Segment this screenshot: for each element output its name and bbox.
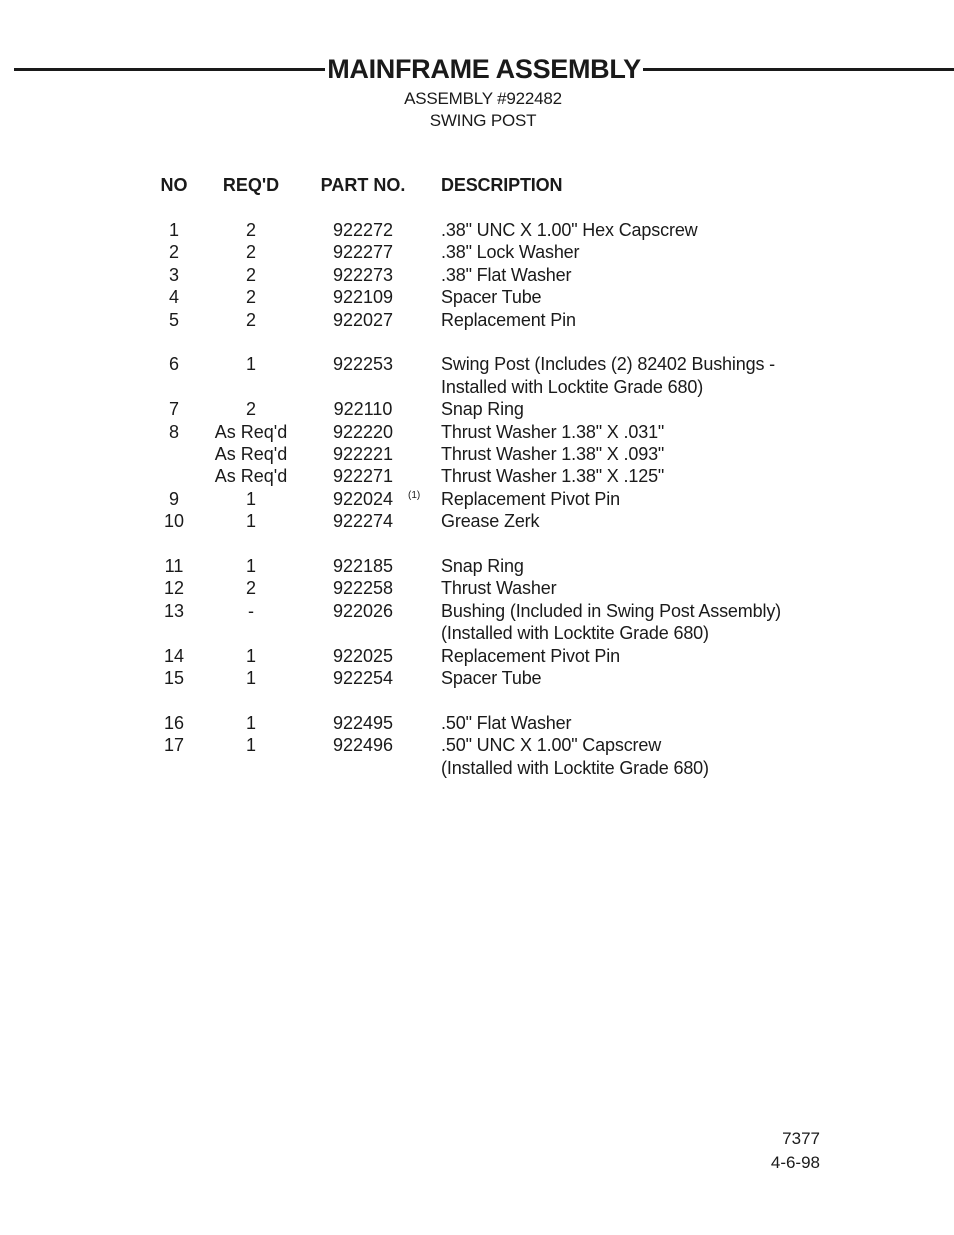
- part-number-index: 5: [168, 309, 179, 330]
- quantity-required: 2: [245, 287, 256, 308]
- part-number: 922110: [333, 399, 393, 420]
- quantity-required: As Req'd: [214, 421, 288, 442]
- part-description: Bushing (Included in Swing Post Assembly): [441, 600, 782, 621]
- part-number: 922274: [332, 511, 394, 532]
- part-description: Thrust Washer 1.38" X .093": [441, 444, 665, 464]
- table-row: [0, 421, 954, 443]
- quantity-required: 2: [245, 399, 256, 420]
- part-description: Snap Ring: [441, 556, 524, 576]
- part-description: Thrust Washer: [441, 578, 557, 599]
- part-description: Thrust Washer 1.38" X .125": [441, 466, 665, 487]
- part-number-index: 12: [163, 578, 185, 599]
- part-number: 922277: [332, 242, 394, 263]
- quantity-required: 1: [245, 354, 256, 375]
- part-number: 922109: [332, 287, 394, 308]
- table-row: [0, 667, 954, 689]
- quantity-required: As Req'd: [214, 444, 288, 464]
- table-row: [0, 264, 954, 286]
- part-description: .50" UNC X 1.00" Capscrew: [441, 735, 662, 756]
- quantity-required: 2: [245, 242, 256, 263]
- part-number: 922254: [332, 668, 394, 688]
- part-number: 922027: [332, 309, 394, 330]
- part-description: Grease Zerk: [441, 511, 540, 532]
- table-row: [0, 219, 954, 241]
- part-number-index: 2: [168, 242, 179, 263]
- quantity-required: 1: [245, 488, 256, 509]
- part-number-index: 17: [163, 735, 185, 756]
- quantity-required: 1: [245, 735, 256, 756]
- part-number: 922024: [332, 488, 394, 509]
- part-number: 922185: [332, 556, 394, 576]
- table-row: [0, 241, 954, 263]
- part-number-index: 11: [164, 556, 184, 576]
- part-description: .38" Lock Washer: [441, 242, 580, 263]
- part-number-index: 8: [168, 421, 179, 442]
- quantity-required: As Req'd: [214, 466, 288, 487]
- table-row: [0, 353, 954, 375]
- header-description: DESCRIPTION: [441, 175, 563, 195]
- part-number: 922025: [332, 645, 394, 666]
- table-row: [0, 398, 954, 420]
- table-row: [0, 309, 954, 331]
- part-number: 922253: [332, 354, 394, 375]
- table-row: [0, 600, 954, 622]
- table-header: [0, 174, 954, 196]
- assembly-number: ASSEMBLY #922482: [404, 89, 562, 108]
- part-description: Swing Post (Includes (2) 82402 Bushings -: [441, 354, 776, 375]
- header-reqd: REQ'D: [222, 175, 280, 195]
- header-part: PART NO.: [320, 175, 406, 195]
- quantity-required: 1: [245, 511, 256, 532]
- quantity-required: 1: [245, 556, 256, 576]
- part-number: 922496: [332, 735, 394, 756]
- part-number: 922221: [332, 444, 394, 464]
- footnote-marker: (1): [408, 489, 421, 501]
- table-row: [0, 555, 954, 577]
- part-description: Installed with Locktite Grade 680): [441, 376, 704, 397]
- part-description: (Installed with Locktite Grade 680): [441, 757, 709, 778]
- quantity-required: -: [248, 600, 254, 621]
- quantity-required: 2: [245, 220, 256, 240]
- part-number: 922273: [332, 264, 394, 285]
- part-description: Replacement Pivot Pin: [441, 645, 620, 666]
- table-row: [0, 443, 954, 465]
- quantity-required: 2: [245, 578, 256, 599]
- page-title: MAINFRAME ASSEMBLY: [327, 53, 641, 84]
- part-number-index: 14: [163, 645, 185, 666]
- table-row: [0, 286, 954, 308]
- part-number-index: 9: [168, 488, 179, 509]
- part-number-index: 16: [163, 712, 185, 733]
- part-number: 922272: [332, 220, 394, 240]
- part-description: .38" UNC X 1.00" Hex Capscrew: [441, 220, 698, 240]
- part-number: 922026: [332, 600, 394, 621]
- part-number: 922220: [332, 421, 394, 442]
- header-no: NO: [160, 175, 188, 195]
- quantity-required: 1: [245, 645, 256, 666]
- part-number: 922258: [332, 578, 394, 599]
- part-description: Spacer Tube: [441, 287, 542, 308]
- part-description: Replacement Pin: [441, 309, 576, 330]
- table-row: [0, 622, 954, 644]
- table-row: [0, 734, 954, 756]
- part-description: (Installed with Locktite Grade 680): [441, 623, 709, 644]
- footer-code: 7377: [782, 1129, 820, 1148]
- part-description: Snap Ring: [441, 399, 524, 420]
- part-number-index: 13: [163, 600, 185, 621]
- part-number-index: 7: [168, 399, 179, 420]
- table-row: [0, 510, 954, 532]
- table-row: [0, 712, 954, 734]
- subassembly-name: SWING POST: [429, 111, 537, 130]
- table-row: [0, 757, 954, 779]
- part-description: Replacement Pivot Pin: [441, 488, 620, 509]
- quantity-required: 1: [245, 668, 256, 688]
- part-number-index: 4: [168, 287, 179, 308]
- part-description: Thrust Washer 1.38" X .031": [441, 421, 665, 442]
- part-number-index: 3: [168, 264, 179, 285]
- table-row: [0, 488, 954, 510]
- part-number-index: 6: [168, 354, 179, 375]
- part-description: Spacer Tube: [441, 668, 542, 688]
- part-number: 922495: [332, 712, 394, 733]
- quantity-required: 1: [245, 712, 256, 733]
- table-row: [0, 376, 954, 398]
- quantity-required: 2: [245, 309, 256, 330]
- part-number-index: 1: [168, 220, 179, 240]
- part-number: 922271: [332, 466, 394, 487]
- table-row: [0, 465, 954, 487]
- part-description: .38" Flat Washer: [441, 264, 572, 285]
- part-number-index: 15: [163, 668, 185, 688]
- part-number-index: 10: [163, 511, 185, 532]
- table-row: [0, 577, 954, 599]
- part-description: .50" Flat Washer: [441, 712, 572, 733]
- footer-date: 4-6-98: [770, 1153, 820, 1172]
- quantity-required: 2: [245, 264, 256, 285]
- table-row: [0, 645, 954, 667]
